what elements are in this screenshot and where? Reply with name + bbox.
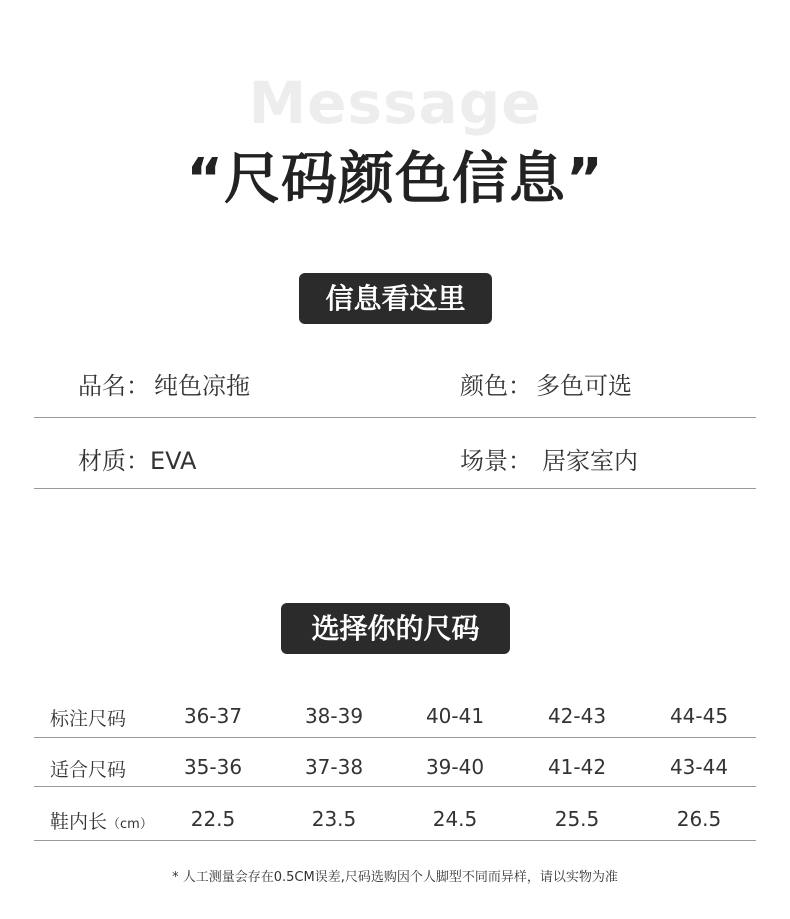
table-cell: 39-40 [425,755,485,779]
table-cell: 38-39 [304,704,364,728]
page-title: “尺码颜色信息” [186,147,604,212]
divider [34,737,756,738]
material-value: EVA [150,447,197,475]
table-cell: 26.5 [676,807,722,831]
table-cell: 25.5 [554,807,600,831]
material-label: 材质： [78,447,150,475]
divider [34,488,756,489]
color-row [460,370,632,402]
watermark-text: Message [248,69,542,137]
material-row [78,445,196,477]
size-row-label: 适合尺码 [50,759,127,781]
product-name-label: 品名： [78,372,150,400]
size-row-label: 鞋内长（cm） [50,811,153,833]
unit-label: （cm） [107,817,153,832]
size-section-badge: 选择你的尺码 [281,603,510,654]
color-value: 多色可选 [536,372,632,400]
table-cell: 23.5 [311,807,357,831]
footnote: * 人工测量会存在0.5CM误差,尺码选购因个人脚型不同而异样，请以实物为准 [172,870,618,885]
product-name-row [78,370,250,402]
scene-row [460,445,638,477]
table-cell: 44-45 [669,704,729,728]
product-name-value: 纯色凉拖 [154,372,250,400]
table-cell: 41-42 [547,755,607,779]
scene-value: 居家室内 [542,447,638,475]
table-cell: 22.5 [190,807,236,831]
table-cell: 37-38 [304,755,364,779]
size-row-label: 标注尺码 [50,708,127,730]
color-label: 颜色： [460,372,532,400]
divider [34,786,756,787]
table-cell: 40-41 [425,704,485,728]
divider [34,417,756,418]
info-section-badge: 信息看这里 [299,273,492,324]
divider [34,840,756,841]
table-cell: 43-44 [669,755,729,779]
table-cell: 36-37 [183,704,243,728]
scene-label: 场景： [460,447,532,475]
table-cell: 42-43 [547,704,607,728]
table-cell: 24.5 [432,807,478,831]
table-cell: 35-36 [183,755,243,779]
